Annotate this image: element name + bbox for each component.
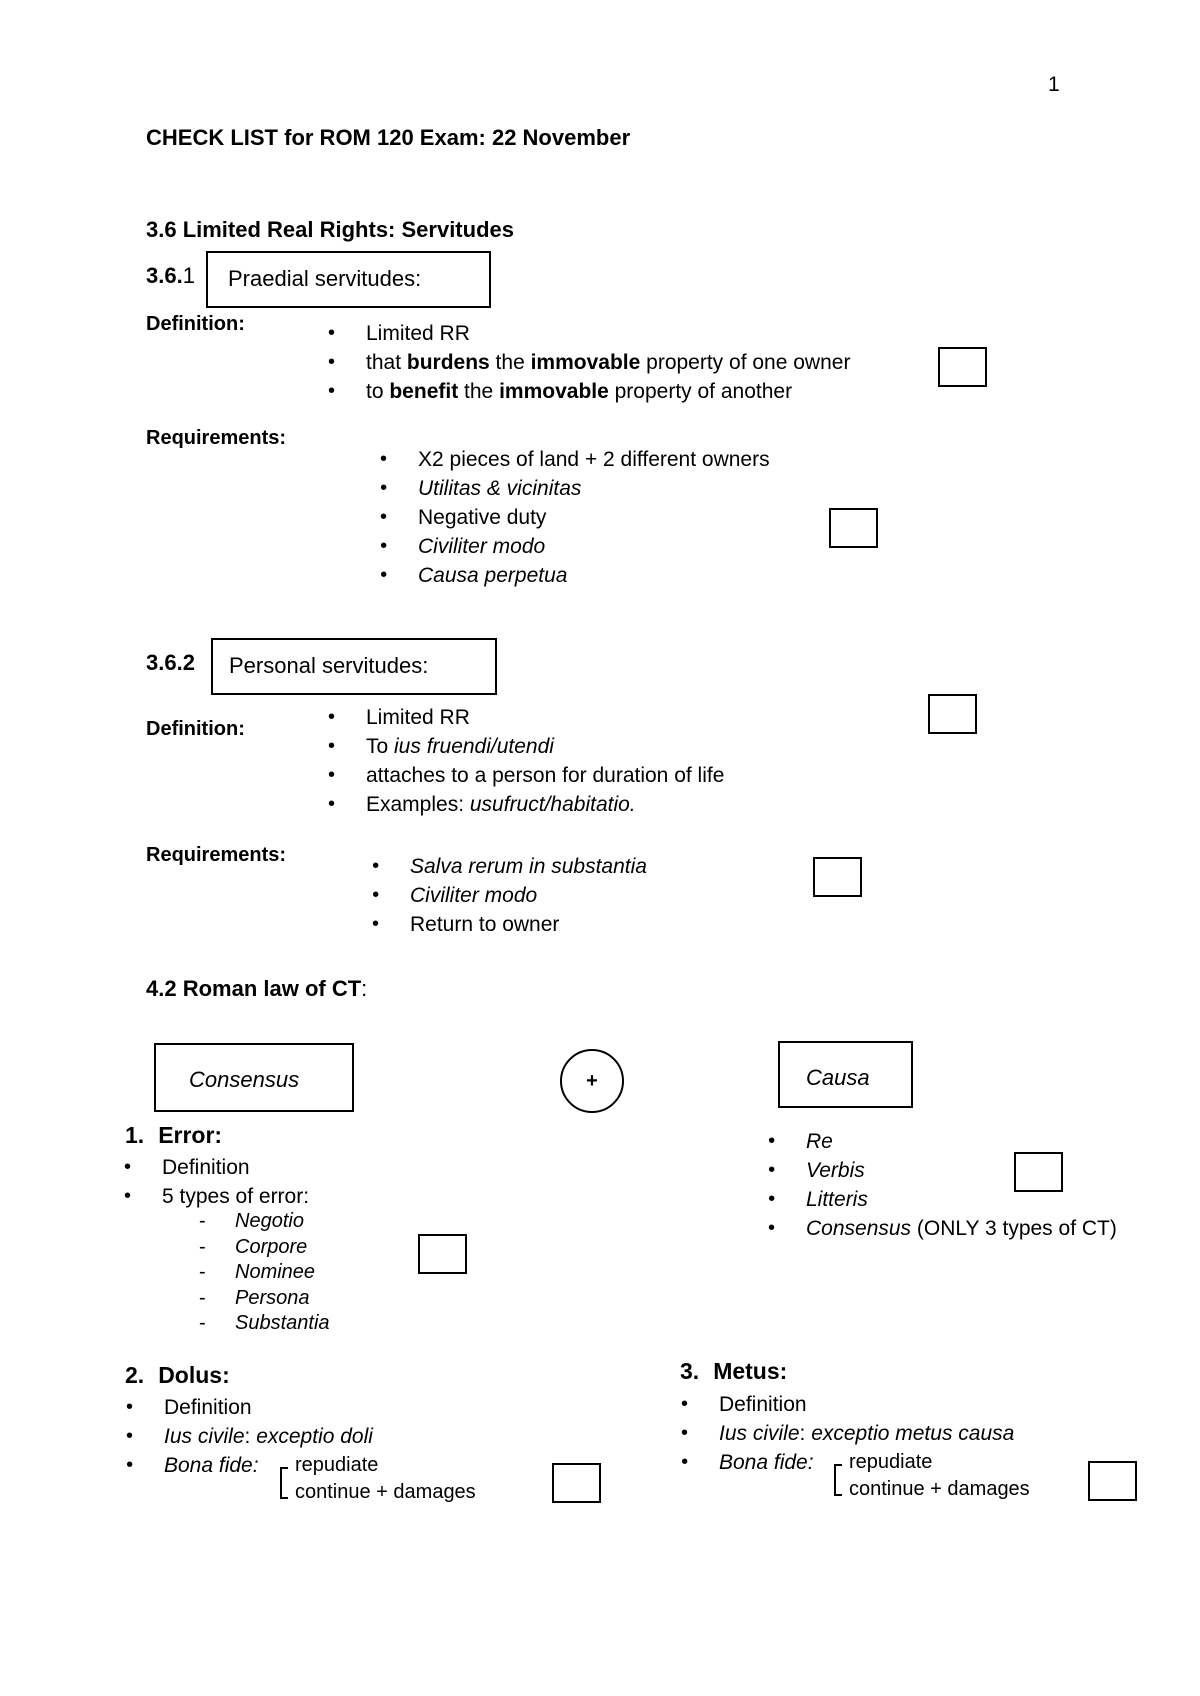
personal-requirements-checkbox[interactable] [813, 857, 862, 897]
list-item: • Limited RR [366, 319, 850, 348]
personal-requirements-list [410, 852, 647, 939]
list-item: • Bona fide: [164, 1451, 373, 1480]
list-item: • Examples: usufruct/habitatio. [366, 790, 724, 819]
list-item: • Bona fide: [719, 1448, 1014, 1477]
list-item: • that burdens the immovable property of one owner [366, 348, 850, 377]
list-item: • Litteris [806, 1185, 1117, 1214]
metus-option-continue: continue + damages [849, 1478, 1030, 1500]
metus-brace [834, 1464, 842, 1496]
dolus-option-continue: continue + damages [295, 1481, 476, 1503]
personal-number: 3.6.2 [146, 650, 195, 675]
list-item: • Re [806, 1127, 1117, 1156]
list-item: • Ius civile: exceptio doli [164, 1422, 373, 1451]
praedial-requirements-list [418, 445, 770, 590]
list-item: • attaches to a person for duration of life [366, 761, 724, 790]
list-item: • Civiliter modo [418, 532, 770, 561]
section-36-heading: 3.6 Limited Real Rights: Servitudes [146, 217, 514, 242]
list-item: • Salva rerum in substantia [410, 852, 647, 881]
list-item: • Definition [164, 1393, 373, 1422]
causa-types-list [806, 1127, 1117, 1243]
praedial-number: 3.6.1 [146, 263, 195, 288]
consensus-box: Consensus [154, 1043, 354, 1112]
praedial-definition-checkbox[interactable] [938, 347, 987, 387]
list-item: • X2 pieces of land + 2 different owners [418, 445, 770, 474]
list-item: • Civiliter modo [410, 881, 647, 910]
praedial-definition-label: Definition: [146, 313, 245, 335]
praedial-requirements-checkbox[interactable] [829, 508, 878, 548]
praedial-requirements-label: Requirements: [146, 427, 287, 449]
list-item: • Causa perpetua [418, 561, 770, 590]
causa-box: Causa [778, 1041, 913, 1108]
page-title: CHECK LIST for ROM 120 Exam: 22 November [146, 125, 631, 150]
list-item: - Nominee [235, 1260, 330, 1286]
list-item: • Consensus (ONLY 3 types of CT) [806, 1214, 1117, 1243]
list-item: • 5 types of error: [162, 1182, 309, 1211]
personal-requirements-label: Requirements: [146, 844, 287, 866]
personal-definition-checkbox[interactable] [928, 694, 977, 734]
plus-circle: + [560, 1049, 624, 1113]
error-types-list [235, 1209, 330, 1337]
personal-definition-label: Definition: [146, 718, 245, 740]
list-item: • Return to owner [410, 910, 647, 939]
personal-title-box: Personal servitudes: [211, 638, 497, 695]
metus-option-repudiate: repudiate [849, 1451, 933, 1473]
dolus-option-repudiate: repudiate [295, 1454, 379, 1476]
error-checkbox[interactable] [418, 1234, 467, 1274]
list-item: • Definition [162, 1153, 309, 1182]
personal-definition-list [366, 703, 724, 819]
list-item: - Negotio [235, 1209, 330, 1235]
list-item: • Verbis [806, 1156, 1117, 1185]
praedial-title-box: Praedial servitudes: [206, 251, 491, 308]
list-item: - Substantia [235, 1311, 330, 1337]
error-heading: 1. Error: [125, 1122, 223, 1148]
dolus-brace [280, 1467, 288, 1499]
dolus-heading: 2. Dolus: [125, 1362, 230, 1388]
list-item: - Persona [235, 1286, 330, 1312]
list-item: • to benefit the immovable property of another [366, 377, 850, 406]
list-item: • Negative duty [418, 503, 770, 532]
metus-checkbox[interactable] [1088, 1461, 1137, 1501]
metus-heading: 3. Metus: [680, 1358, 788, 1384]
error-list [162, 1153, 309, 1211]
praedial-definition-list [366, 319, 850, 406]
list-item: • Utilitas & vicinitas [418, 474, 770, 503]
page-number: 1 [1048, 73, 1060, 96]
list-item: • Ius civile: exceptio metus causa [719, 1419, 1014, 1448]
list-item: - Corpore [235, 1235, 330, 1261]
list-item: • To ius fruendi/utendi [366, 732, 724, 761]
section-42-heading: 4.2 Roman law of CT: [146, 976, 368, 1001]
list-item: • Limited RR [366, 703, 724, 732]
dolus-checkbox[interactable] [552, 1463, 601, 1503]
causa-checkbox[interactable] [1014, 1152, 1063, 1192]
list-item: • Definition [719, 1390, 1014, 1419]
